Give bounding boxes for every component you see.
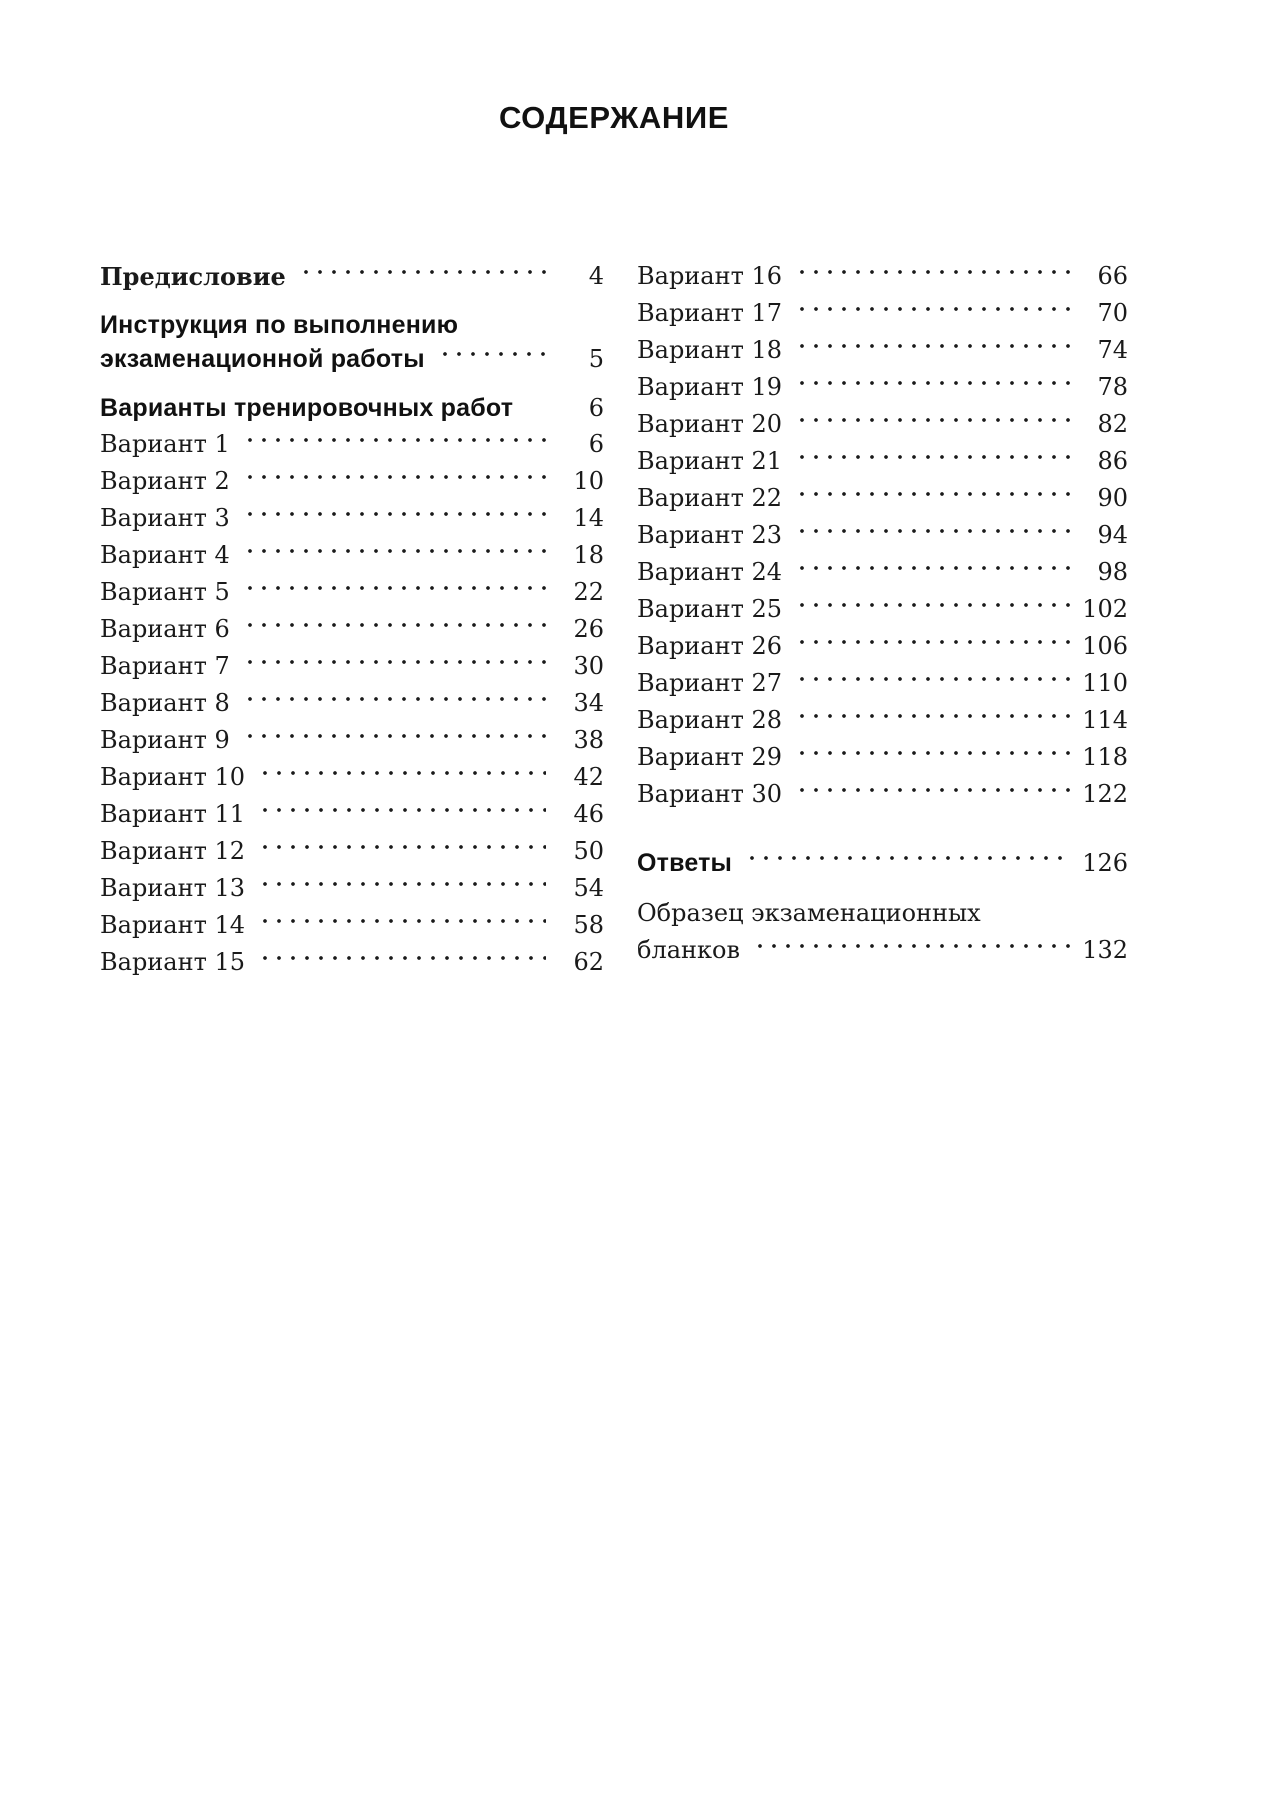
toc-entry-label: Вариант 8 — [100, 689, 230, 717]
dot-leader — [791, 369, 1070, 406]
toc-entry-label: Вариант 19 — [637, 373, 783, 401]
toc-entry — [637, 480, 1128, 517]
dot-leader — [239, 611, 546, 648]
toc-entry — [100, 907, 604, 944]
page-number: 70 — [1097, 299, 1128, 327]
page-number: 6 — [588, 430, 604, 458]
toc-entry — [637, 665, 1128, 702]
toc-entry-label: Вариант 20 — [637, 410, 783, 438]
dot-leader — [791, 517, 1070, 554]
toc-entry — [637, 776, 1128, 813]
toc-entry — [637, 895, 1128, 969]
dot-leader — [791, 628, 1070, 665]
dot-leader — [239, 722, 546, 759]
toc-entry-label: Вариант 29 — [637, 743, 783, 771]
dot-leader — [254, 759, 546, 796]
page-number: 54 — [573, 874, 604, 902]
page-number: 50 — [573, 837, 604, 865]
toc-entry-label: Вариант 9 — [100, 726, 230, 754]
page-number: 34 — [573, 689, 604, 717]
page-number: 30 — [573, 652, 604, 680]
page-number: 42 — [573, 763, 604, 791]
dot-leader — [791, 332, 1070, 369]
toc-entry — [637, 258, 1128, 295]
dot-leader — [239, 574, 546, 611]
toc-entry — [100, 537, 604, 574]
toc-entry — [637, 295, 1128, 332]
dot-leader — [791, 443, 1070, 480]
toc-entry-label: Вариант 12 — [100, 837, 246, 865]
page-number: 5 — [588, 345, 604, 373]
page-number: 38 — [573, 726, 604, 754]
toc-entry — [100, 944, 604, 981]
toc-entry — [100, 574, 604, 611]
dot-leader — [749, 932, 1070, 969]
page-number: 98 — [1097, 558, 1128, 586]
toc-entry-label: Вариант 6 — [100, 615, 230, 643]
toc-entry-label: Вариант 10 — [100, 763, 246, 791]
page-number: 86 — [1097, 447, 1128, 475]
page-number: 58 — [573, 911, 604, 939]
toc-entry — [100, 796, 604, 833]
toc-entry — [100, 426, 604, 463]
toc-entry-label: Вариант 15 — [100, 948, 246, 976]
dot-leader — [791, 406, 1070, 443]
page-number: 26 — [573, 615, 604, 643]
dot-leader — [741, 846, 1070, 881]
toc-entry-label: Вариант 16 — [637, 262, 783, 290]
toc-entry — [100, 500, 604, 537]
page-number: 90 — [1097, 484, 1128, 512]
dot-leader — [239, 426, 546, 463]
toc-entry — [637, 628, 1128, 665]
page-number: 14 — [573, 504, 604, 532]
toc-entry — [637, 332, 1128, 369]
dot-leader — [239, 463, 546, 500]
dot-leader — [791, 591, 1070, 628]
toc-entry-label: Вариант 2 — [100, 467, 230, 495]
toc-entry-label: Инструкция по выполнению — [100, 311, 459, 339]
toc-page — [0, 102, 1269, 1815]
toc-entry — [100, 833, 604, 870]
toc-entry-label: Вариант 13 — [100, 874, 246, 902]
page-number: 114 — [1082, 706, 1128, 734]
toc-entry-label: Вариант 7 — [100, 652, 230, 680]
page-number: 10 — [573, 467, 604, 495]
page-number: 18 — [573, 541, 604, 569]
toc-entry — [637, 369, 1128, 406]
toc-entry — [637, 554, 1128, 591]
toc-entry-label: Вариант 23 — [637, 521, 783, 549]
toc-entry — [637, 702, 1128, 739]
toc-entry — [637, 846, 1128, 881]
dot-leader — [791, 554, 1070, 591]
toc-entry — [637, 739, 1128, 776]
page-number: 102 — [1082, 595, 1128, 623]
page-number: 6 — [588, 394, 604, 422]
dot-leader — [254, 833, 546, 870]
toc-entry-label: Вариант 24 — [637, 558, 783, 586]
page-number: 82 — [1097, 410, 1128, 438]
toc-entry-label: Вариант 11 — [100, 800, 246, 828]
dot-leader — [239, 648, 546, 685]
dot-leader — [239, 500, 546, 537]
toc-entry-label: Вариант 21 — [637, 447, 783, 475]
toc-entry — [100, 258, 604, 295]
dot-leader — [522, 391, 546, 426]
toc-entry-label: бланков — [637, 936, 740, 964]
toc-entry — [100, 870, 604, 907]
toc-entry — [100, 309, 604, 377]
page-number: 122 — [1082, 780, 1128, 808]
toc-entry — [100, 759, 604, 796]
page-number: 78 — [1097, 373, 1128, 401]
toc-entry — [100, 722, 604, 759]
toc-entry — [100, 463, 604, 500]
toc-entry-label: экзаменационной работы — [100, 345, 425, 373]
dot-leader — [791, 702, 1070, 739]
toc-entry — [100, 391, 604, 426]
toc-entry-label: Вариант 18 — [637, 336, 783, 364]
toc-entry — [637, 406, 1128, 443]
page-number: 132 — [1082, 936, 1128, 964]
page-number: 62 — [573, 948, 604, 976]
dot-leader — [791, 739, 1070, 776]
dot-leader — [791, 480, 1070, 517]
toc-entry-label: Ответы — [637, 849, 733, 877]
toc-entry — [100, 648, 604, 685]
dot-leader — [254, 870, 546, 907]
toc-entry-label: Предисловие — [100, 262, 286, 291]
dot-leader — [791, 776, 1070, 813]
dot-leader — [254, 907, 546, 944]
toc-entry-label: Вариант 22 — [637, 484, 783, 512]
toc-entry-label: Вариант 28 — [637, 706, 783, 734]
toc-entry-label: Образец экзаменационных — [637, 899, 981, 927]
toc-entry-label: Вариант 4 — [100, 541, 230, 569]
page-number: 22 — [573, 578, 604, 606]
dot-leader — [239, 537, 546, 574]
dot-leader — [434, 342, 546, 377]
toc-column-left — [100, 258, 604, 981]
toc-entry-label: Вариант 1 — [100, 430, 230, 458]
toc-entry-label: Вариант 3 — [100, 504, 230, 532]
toc-column-right — [637, 258, 1128, 981]
toc-entry — [100, 685, 604, 722]
dot-leader — [791, 665, 1070, 702]
toc-entry-label: Вариант 26 — [637, 632, 783, 660]
toc-entry — [637, 591, 1128, 628]
dot-leader — [254, 944, 546, 981]
page-number: 46 — [573, 800, 604, 828]
table-of-contents — [100, 258, 1128, 981]
dot-leader — [791, 258, 1070, 295]
page-number: 118 — [1082, 743, 1128, 771]
page-number: 106 — [1082, 632, 1128, 660]
page-number: 126 — [1082, 849, 1128, 877]
page-number: 66 — [1097, 262, 1128, 290]
page-number: 110 — [1082, 669, 1128, 697]
toc-entry — [637, 443, 1128, 480]
toc-entry-label: Вариант 17 — [637, 299, 783, 327]
toc-entry — [100, 611, 604, 648]
toc-entry-label: Вариант 5 — [100, 578, 230, 606]
toc-entry-label: Варианты тренировочных работ — [100, 394, 514, 422]
toc-entry-label: Вариант 14 — [100, 911, 246, 939]
dot-leader — [791, 295, 1070, 332]
page-number: 94 — [1097, 521, 1128, 549]
toc-entry-label: Вариант 27 — [637, 669, 783, 697]
page-title: СОДЕРЖАНИЕ — [498, 100, 730, 135]
page-number: 4 — [588, 262, 604, 290]
toc-entry-label: Вариант 30 — [637, 780, 783, 808]
dot-leader — [295, 258, 546, 295]
toc-entry — [637, 517, 1128, 554]
dot-leader — [239, 685, 546, 722]
page-number: 74 — [1097, 336, 1128, 364]
dot-leader — [254, 796, 546, 833]
toc-entry-label: Вариант 25 — [637, 595, 783, 623]
